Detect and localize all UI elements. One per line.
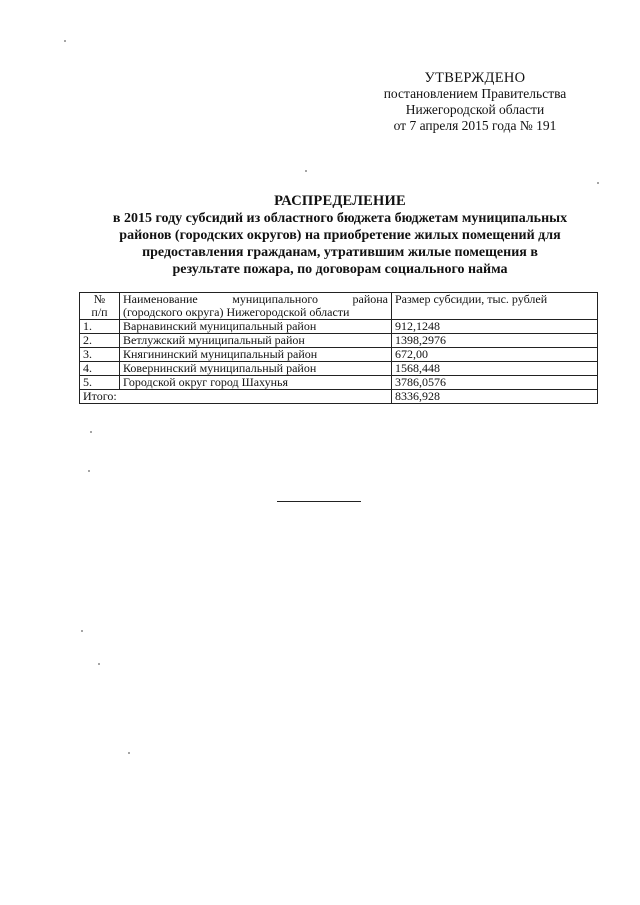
header-amount-label: Размер субсидии, тыс. рублей [395, 292, 548, 306]
total-label: Итого: [80, 390, 392, 404]
row-name: Ветлужский муниципальный район [120, 334, 392, 348]
row-amount: 1568,448 [392, 362, 598, 376]
row-name: Городской округ город Шахунья [120, 376, 392, 390]
row-amount: 1398,2976 [392, 334, 598, 348]
scan-speck [64, 40, 66, 42]
row-num: 1. [80, 320, 120, 334]
scan-speck [128, 752, 130, 754]
header-name-label: Наименование муниципального района [123, 292, 388, 306]
row-name: Ковернинский муниципальный район [120, 362, 392, 376]
table-row [80, 320, 598, 334]
row-amount: 672,00 [392, 348, 598, 362]
header-name-cell [120, 293, 392, 320]
scan-speck [98, 663, 100, 665]
row-num: 2. [80, 334, 120, 348]
row-name: Варнавинский муниципальный район [120, 320, 392, 334]
header-name-label: (городского округа) Нижегородской области [123, 305, 350, 319]
header-num-cell [80, 293, 120, 320]
approval-line: постановлением Правительства [383, 86, 567, 101]
row-num: 3. [80, 348, 120, 362]
row-amount: 3786,0576 [392, 376, 598, 390]
row-amount: 912,1248 [392, 320, 598, 334]
scan-speck [90, 431, 92, 433]
table-row [80, 362, 598, 376]
closing-divider-line [277, 501, 361, 502]
approval-line: Нижегородской области [405, 102, 545, 117]
scan-speck [305, 170, 307, 172]
approval-title: УТВЕРЖДЕНО [424, 70, 526, 86]
row-num: 5. [80, 376, 120, 390]
table-total-row [80, 390, 598, 404]
row-name: Княгининский муниципальный район [120, 348, 392, 362]
heading-line: результате пожара, по договорам социального найма [172, 262, 508, 277]
row-num: 4. [80, 362, 120, 376]
scan-speck [597, 182, 599, 184]
scan-speck [81, 630, 83, 632]
header-num-label: п/п [91, 305, 108, 319]
table-row [80, 376, 598, 390]
header-amount-cell [392, 293, 598, 320]
approval-date-line: от 7 апреля 2015 года № 191 [393, 118, 557, 133]
heading-line: предоставления гражданам, утратившим жилые помещения в [142, 245, 538, 260]
approval-stamp [330, 70, 620, 134]
document-heading [60, 193, 620, 278]
table-row [80, 334, 598, 348]
subsidies-table [79, 292, 598, 404]
heading-line: районов (городских округов) на приобретение жилых помещений для [119, 228, 561, 243]
header-num-label: № [93, 292, 106, 306]
scan-speck [88, 470, 90, 472]
table-header-row [80, 293, 598, 320]
total-amount: 8336,928 [392, 390, 598, 404]
heading-line: в 2015 году субсидий из областного бюджета бюджетам муниципальных [112, 211, 568, 226]
document-title: РАСПРЕДЕЛЕНИЕ [274, 193, 406, 209]
table-row [80, 348, 598, 362]
